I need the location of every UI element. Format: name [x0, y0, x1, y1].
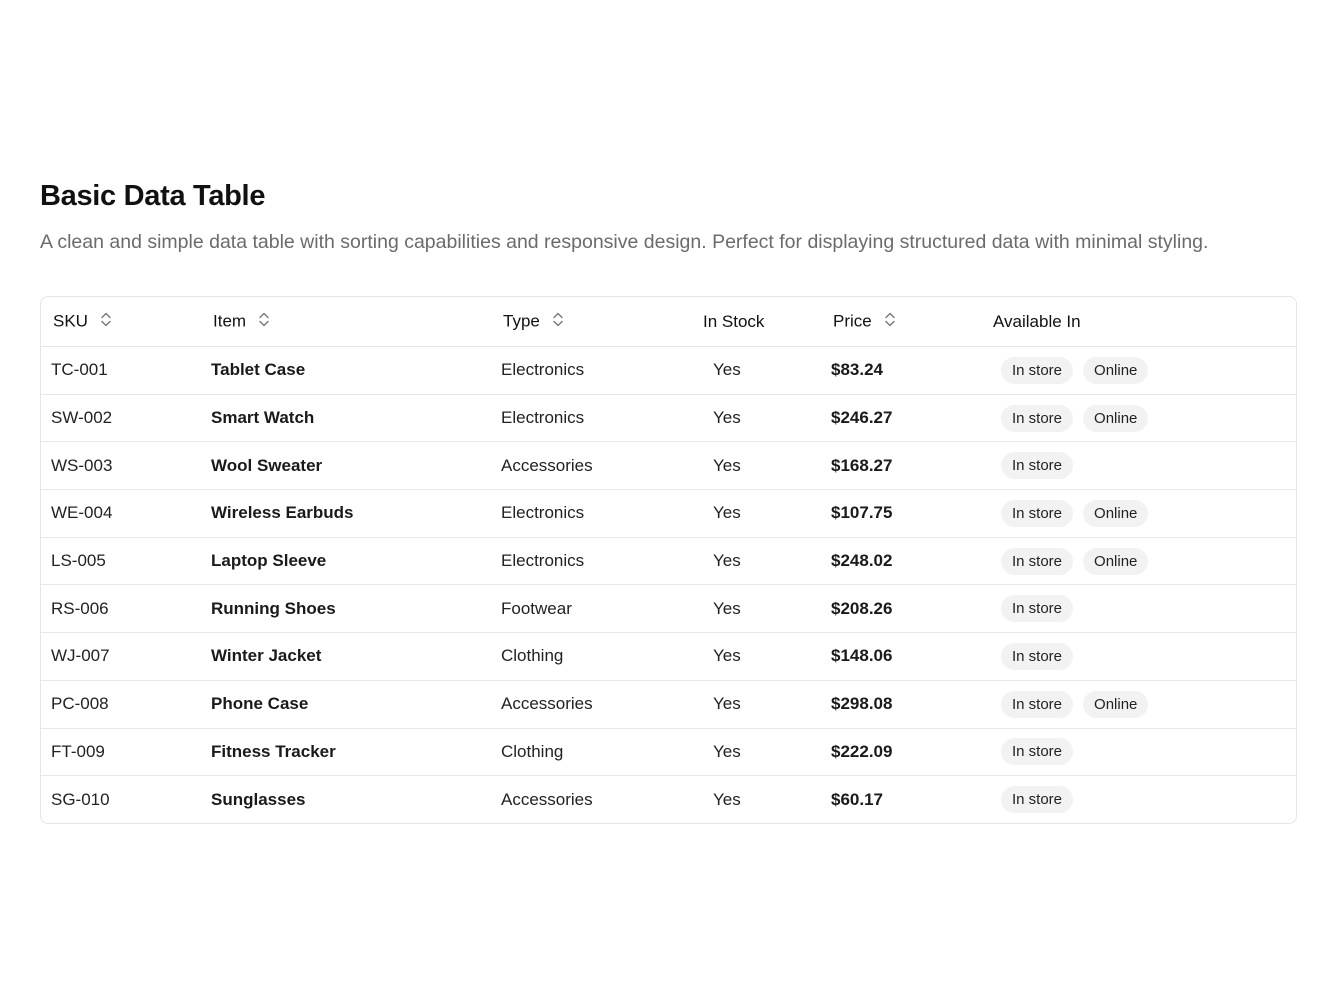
data-table [41, 297, 1296, 823]
table-row[interactable] [41, 490, 1296, 538]
cell-sku: WS-003 [41, 442, 201, 490]
cell-type: Electronics [491, 537, 691, 585]
column-header-label: Type [503, 310, 540, 330]
cell-price: $168.27 [821, 442, 981, 490]
cell-stock: Yes [691, 347, 821, 395]
column-header-label: Price [833, 310, 872, 330]
cell-stock: Yes [691, 633, 821, 681]
cell-price: $107.75 [821, 490, 981, 538]
cell-type: Clothing [491, 633, 691, 681]
availability-badge: In store [1001, 452, 1073, 479]
cell-item: Wool Sweater [201, 442, 491, 490]
cell-sku: WE-004 [41, 490, 201, 538]
cell-type: Accessories [501, 789, 593, 809]
cell-stock: Yes [691, 728, 821, 776]
cell-stock: Yes [691, 442, 821, 490]
cell-sku: SW-002 [41, 394, 201, 442]
availability-badge: In store [1001, 548, 1073, 575]
cell-stock: Yes [691, 680, 821, 728]
column-header-label: Item [213, 310, 247, 330]
cell-price: $222.09 [821, 728, 981, 776]
page-title: Basic Data Table [40, 180, 266, 212]
table-row[interactable] [41, 585, 1296, 633]
cell-price: $148.06 [821, 633, 981, 681]
cell-sku: SG-010 [51, 789, 110, 809]
cell-type: Accessories [491, 442, 691, 490]
cell-stock: Yes [691, 537, 821, 585]
availability-badge: Online [1083, 357, 1148, 384]
cell-available-in [981, 776, 1296, 823]
sort-icon[interactable] [258, 311, 270, 333]
column-header-label: Available In [993, 311, 1081, 331]
cell-item: Laptop Sleeve [201, 537, 491, 585]
cell-price: $60.17 [831, 789, 883, 809]
table-row[interactable] [41, 347, 1296, 395]
column-header-type[interactable] [491, 297, 691, 347]
cell-type: Clothing [491, 728, 691, 776]
cell-item: Smart Watch [201, 394, 491, 442]
page-description: A clean and simple data table with sorting capabilities and responsive design. Perfect for displaying structured data with minimal styling. [40, 231, 1209, 253]
cell-available-in [981, 585, 1296, 633]
cell-price: $248.02 [821, 537, 981, 585]
cell-sku: RS-006 [41, 585, 201, 633]
availability-badge: In store [1001, 595, 1073, 622]
cell-stock: Yes [691, 394, 821, 442]
availability-badge: In store [1001, 500, 1073, 527]
availability-badge: In store [1001, 738, 1073, 765]
cell-available-in [981, 537, 1296, 585]
cell-available-in [981, 490, 1296, 538]
availability-badge: Online [1083, 548, 1148, 575]
data-table-container [40, 296, 1297, 824]
table-row[interactable] [41, 394, 1296, 442]
cell-sku: TC-001 [41, 347, 201, 395]
cell-item: Running Shoes [201, 585, 491, 633]
cell-price: $83.24 [821, 347, 981, 395]
table-header-row [41, 297, 1296, 347]
table-row[interactable] [41, 442, 1296, 490]
cell-item: Wireless Earbuds [201, 490, 491, 538]
cell-type: Electronics [491, 490, 691, 538]
cell-sku: FT-009 [41, 728, 201, 776]
sort-icon[interactable] [884, 311, 896, 333]
cell-available-in [981, 728, 1296, 776]
sort-icon[interactable] [552, 311, 564, 333]
availability-badge: In store [1001, 357, 1073, 384]
cell-available-in [981, 394, 1296, 442]
cell-type: Accessories [491, 680, 691, 728]
cell-sku: LS-005 [41, 537, 201, 585]
cell-type: Electronics [491, 394, 691, 442]
cell-item: Fitness Tracker [201, 728, 491, 776]
column-header-item[interactable] [201, 297, 491, 347]
cell-price: $298.08 [821, 680, 981, 728]
cell-price: $246.27 [821, 394, 981, 442]
column-header-price[interactable] [821, 297, 981, 347]
availability-badge: Online [1083, 691, 1148, 718]
availability-badge: In store [1001, 405, 1073, 432]
cell-sku: PC-008 [41, 680, 201, 728]
availability-badge: In store [1001, 786, 1073, 813]
availability-badge: In store [1001, 691, 1073, 718]
table-row[interactable] [41, 537, 1296, 585]
column-header-in-stock [691, 297, 821, 347]
column-header-label: In Stock [703, 311, 765, 331]
cell-item: Winter Jacket [201, 633, 491, 681]
table-row[interactable] [41, 776, 1296, 823]
table-row[interactable] [41, 680, 1296, 728]
column-header-label: SKU [53, 310, 88, 330]
cell-type: Electronics [491, 347, 691, 395]
cell-item: Tablet Case [201, 347, 491, 395]
column-header-sku[interactable] [41, 297, 201, 347]
availability-badge: Online [1083, 500, 1148, 527]
sort-icon[interactable] [100, 311, 112, 333]
cell-stock: Yes [691, 490, 821, 538]
cell-stock: Yes [713, 789, 741, 809]
column-header-available-in [981, 297, 1296, 347]
cell-available-in [981, 633, 1296, 681]
cell-item: Phone Case [201, 680, 491, 728]
table-row[interactable] [41, 728, 1296, 776]
cell-available-in [981, 347, 1296, 395]
availability-badge: In store [1001, 643, 1073, 670]
table-row[interactable] [41, 633, 1296, 681]
availability-badge: Online [1083, 405, 1148, 432]
cell-item: Sunglasses [211, 789, 306, 809]
cell-available-in [981, 442, 1296, 490]
cell-price: $208.26 [821, 585, 981, 633]
cell-available-in [981, 680, 1296, 728]
cell-sku: WJ-007 [41, 633, 201, 681]
cell-stock: Yes [691, 585, 821, 633]
cell-type: Footwear [491, 585, 691, 633]
